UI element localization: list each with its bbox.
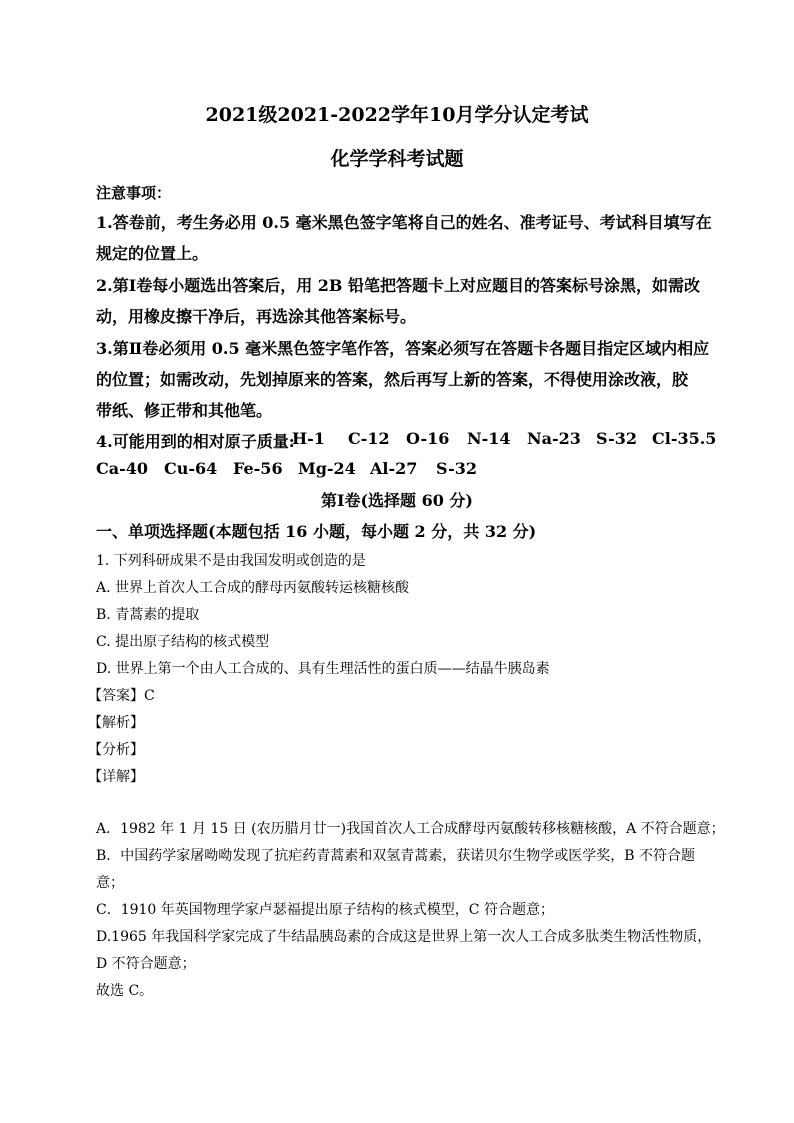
question-stem: 1. 下列科研成果不是由我国发明或创造的是 [96,553,366,569]
notice-item-1-line-1: 1.答卷前，考生务必用 0.5 毫米黑色签字笔将自己的姓名、准考证号、考试科目填写在 [96,213,712,232]
explanation-d-line-1: D.1965 年我国科学家完成了牛结晶胰岛素的合成这是世界上第一次人工合成多肽类生物活性物质， [96,929,712,945]
atomic-mass-value: C-12 [348,429,390,448]
atomic-mass-value: O-16 [406,429,450,448]
atomic-mass-value: Na-23 [527,429,581,448]
answer-label: 【答案】 [88,688,144,704]
notice-item-2-line-2: 动，用橡皮擦干净后，再选涂其他答案标号。 [96,307,417,326]
detail-label: 【详解】 [88,769,144,785]
atomic-mass-value: Fe-56 [233,459,283,478]
option-c: C. 提出原子结构的核式模型 [96,634,270,650]
explanation-a: A．1982 年 1 月 15 日 (农历腊月廿一)我国首次人工合成酵母丙氨酸转移核糖核酸，A 不符合题意； [96,821,725,837]
atomic-mass-value: Cl-35.5 [652,429,717,448]
notice-item-1-line-2: 规定的位置上。 [96,244,209,263]
option-b: B. 青蒿素的提取 [96,607,200,623]
option-a: A. 世界上首次人工合成的酵母丙氨酸转运核糖核酸 [96,580,410,596]
explanation-d-line-2: D 不符合题意； [96,956,196,972]
notice-item-3-line-1: 3.第Ⅱ卷必须用 0.5 毫米黑色签字笔作答，答案必须写在答题卡各题目指定区域内相应 [96,339,710,358]
notice-item-2-line-1: 2.第Ⅰ卷每小题选出答案后，用 2B 铅笔把答题卡上对应题目的答案标号涂黑，如需改 [96,276,700,295]
atomic-mass-value: H-1 [292,429,325,448]
option-d: D. 世界上第一个由人工合成的、具有生理活性的蛋白质——结晶牛胰岛素 [96,661,550,677]
answer-line [88,685,155,705]
atomic-mass-row-1 [96,429,716,451]
atomic-mass-value: Ca-40 [96,459,149,478]
exam-subtitle: 化学学科考试题 [330,148,464,170]
atomic-mass-value: Al-27 [370,459,418,478]
explanation-conclusion: 故选 C。 [96,983,154,999]
atomic-mass-row-2 [96,459,716,481]
explanation-c: C．1910 年英国物理学家卢瑟福提出原子结构的核式模型，C 符合题意； [96,902,554,918]
atomic-mass-label: 4.可能用到的相对原子质量: [96,432,295,451]
section-heading: 一、单项选择题(本题包括 16 小题，每小题 2 分，共 32 分) [96,522,537,541]
analysis-label: 【解析】 [88,715,144,731]
fenxi-label: 【分析】 [88,742,144,758]
explanation-b-line-1: B．中国药学家屠呦呦发现了抗疟药青蒿素和双氢青蒿素，获诺贝尔生物学或医学奖，B 不符合题 [96,848,696,864]
atomic-mass-value: N-14 [467,429,511,448]
atomic-mass-value: S-32 [436,459,478,478]
part-title: 第Ⅰ卷(选择题 60 分) [320,491,474,510]
answer-value: C [144,688,155,704]
notice-item-3-line-3: 带纸、修正带和其他笔。 [96,401,273,420]
explanation-b-line-2: 意； [96,875,124,891]
atomic-mass-value: S-32 [596,429,638,448]
atomic-mass-value: Mg-24 [298,459,356,478]
atomic-mass-value: Cu-64 [164,459,218,478]
exam-title: 2021级2021-2022学年10月学分认定考试 [205,104,589,126]
notice-item-3-line-2: 的位置；如需改动，先划掉原来的答案，然后再写上新的答案，不得使用涂改液，胶 [96,370,689,389]
notice-heading: 注意事项： [96,184,172,202]
